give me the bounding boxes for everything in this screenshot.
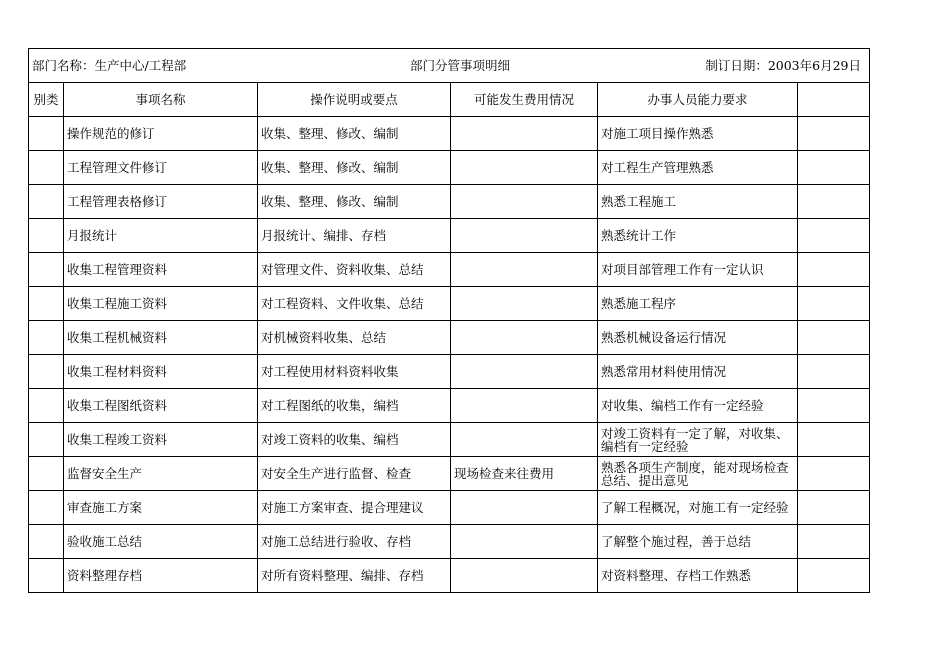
cell-category[interactable] — [29, 321, 64, 355]
cell-extra[interactable] — [798, 185, 870, 219]
cell-item-name[interactable]: 验收施工总结 — [64, 525, 258, 559]
table-row — [29, 287, 870, 321]
cell-category[interactable] — [29, 457, 64, 491]
cell-extra[interactable] — [798, 151, 870, 185]
cell-cost[interactable] — [451, 287, 598, 321]
table-row — [29, 321, 870, 355]
table-row — [29, 457, 870, 491]
cell-ability[interactable]: 熟悉统计工作 — [598, 219, 798, 253]
table-row — [29, 389, 870, 423]
cell-ability[interactable]: 对竣工资料有一定了解，对收集、编档有一定经验 — [598, 423, 798, 457]
cell-ability[interactable]: 了解整个施过程，善于总结 — [598, 525, 798, 559]
cell-item-name[interactable]: 收集工程图纸资料 — [64, 389, 258, 423]
cell-description[interactable]: 收集、整理、修改、编制 — [258, 151, 451, 185]
column-header-item[interactable]: 事项名称 — [64, 83, 258, 117]
cell-extra[interactable] — [798, 491, 870, 525]
cell-description[interactable]: 对工程图纸的收集，编档 — [258, 389, 451, 423]
cell-cost[interactable] — [451, 117, 598, 151]
cell-item-name[interactable]: 收集工程施工资料 — [64, 287, 258, 321]
cell-extra[interactable] — [798, 219, 870, 253]
cell-category[interactable] — [29, 423, 64, 457]
table-row — [29, 525, 870, 559]
cell-cost[interactable] — [451, 321, 598, 355]
cell-ability[interactable]: 对施工项目操作熟悉 — [598, 117, 798, 151]
cell-cost[interactable] — [451, 355, 598, 389]
cell-extra[interactable] — [798, 559, 870, 593]
cell-extra[interactable] — [798, 423, 870, 457]
cell-extra[interactable] — [798, 457, 870, 491]
cell-extra[interactable] — [798, 389, 870, 423]
revision-date: 制订日期：2003年6月29日 — [705, 58, 861, 73]
cell-cost[interactable] — [451, 253, 598, 287]
cell-ability[interactable]: 熟悉各项生产制度，能对现场检查总结、提出意见 — [598, 457, 798, 491]
cell-category[interactable] — [29, 185, 64, 219]
cell-ability[interactable]: 对项目部管理工作有一定认识 — [598, 253, 798, 287]
cell-cost[interactable] — [451, 491, 598, 525]
cell-description[interactable]: 对管理文件、资料收集、总结 — [258, 253, 451, 287]
cell-category[interactable] — [29, 151, 64, 185]
table-row — [29, 219, 870, 253]
table-row — [29, 355, 870, 389]
column-header-category[interactable]: 别类 — [29, 83, 64, 117]
table-row — [29, 117, 870, 151]
cell-ability[interactable]: 熟悉常用材料使用情况 — [598, 355, 798, 389]
cell-cost[interactable]: 现场检查来往费用 — [451, 457, 598, 491]
cell-category[interactable] — [29, 117, 64, 151]
cell-extra[interactable] — [798, 321, 870, 355]
table-row — [29, 185, 870, 219]
cell-category[interactable] — [29, 559, 64, 593]
cell-extra[interactable] — [798, 117, 870, 151]
cell-ability[interactable]: 了解工程概况，对施工有一定经验 — [598, 491, 798, 525]
cell-item-name[interactable]: 收集工程机械资料 — [64, 321, 258, 355]
sheet-header-row — [29, 49, 870, 83]
cell-ability[interactable]: 熟悉机械设备运行情况 — [598, 321, 798, 355]
cell-category[interactable] — [29, 355, 64, 389]
cell-item-name[interactable]: 收集工程竣工资料 — [64, 423, 258, 457]
column-header-extra[interactable] — [798, 83, 870, 117]
cell-ability[interactable]: 对收集、编档工作有一定经验 — [598, 389, 798, 423]
cell-description[interactable]: 对工程使用材料资料收集 — [258, 355, 451, 389]
cell-ability[interactable]: 对工程生产管理熟悉 — [598, 151, 798, 185]
cell-item-name[interactable]: 收集工程材料资料 — [64, 355, 258, 389]
cell-item-name[interactable]: 监督安全生产 — [64, 457, 258, 491]
cell-category[interactable] — [29, 219, 64, 253]
spreadsheet — [28, 48, 870, 593]
cell-item-name[interactable]: 收集工程管理资料 — [64, 253, 258, 287]
column-header-ability[interactable]: 办事人员能力要求 — [598, 83, 798, 117]
sheet-title: 部门分管事项明细 — [410, 58, 511, 73]
cell-description[interactable]: 对机械资料收集、总结 — [258, 321, 451, 355]
table-row — [29, 491, 870, 525]
cell-extra[interactable] — [798, 355, 870, 389]
cell-description[interactable]: 收集、整理、修改、编制 — [258, 117, 451, 151]
table-row — [29, 559, 870, 593]
cell-category[interactable] — [29, 491, 64, 525]
matters-table — [28, 48, 870, 593]
cell-description[interactable]: 收集、整理、修改、编制 — [258, 185, 451, 219]
cell-item-name[interactable]: 月报统计 — [64, 219, 258, 253]
cell-category[interactable] — [29, 389, 64, 423]
cell-extra[interactable] — [798, 287, 870, 321]
cell-category[interactable] — [29, 253, 64, 287]
column-header-row — [29, 83, 870, 117]
cell-cost[interactable] — [451, 389, 598, 423]
cell-cost[interactable] — [451, 525, 598, 559]
cell-description[interactable]: 对工程资料、文件收集、总结 — [258, 287, 451, 321]
cell-cost[interactable] — [451, 151, 598, 185]
cell-item-name[interactable]: 审查施工方案 — [64, 491, 258, 525]
cell-description[interactable]: 对安全生产进行监督、检查 — [258, 457, 451, 491]
sheet-header-cell[interactable] — [29, 49, 870, 83]
cell-extra[interactable] — [798, 525, 870, 559]
cell-item-name[interactable]: 操作规范的修订 — [64, 117, 258, 151]
cell-description[interactable]: 对所有资料整理、编排、存档 — [258, 559, 451, 593]
cell-ability[interactable]: 对资料整理、存档工作熟悉 — [598, 559, 798, 593]
column-header-description[interactable]: 操作说明或要点 — [258, 83, 451, 117]
cell-description[interactable]: 对竣工资料的收集、编档 — [258, 423, 451, 457]
table-row — [29, 253, 870, 287]
cell-cost[interactable] — [451, 185, 598, 219]
cell-item-name[interactable]: 工程管理文件修订 — [64, 151, 258, 185]
cell-category[interactable] — [29, 525, 64, 559]
cell-item-name[interactable]: 资料整理存档 — [64, 559, 258, 593]
cell-description[interactable]: 对施工方案审查、提合理建议 — [258, 491, 451, 525]
column-header-cost[interactable]: 可能发生费用情况 — [451, 83, 598, 117]
cell-extra[interactable] — [798, 253, 870, 287]
department-name: 部门名称：生产中心/工程部 — [32, 58, 187, 73]
cell-cost[interactable] — [451, 559, 598, 593]
cell-ability[interactable]: 熟悉工程施工 — [598, 185, 798, 219]
table-row — [29, 151, 870, 185]
cell-cost[interactable] — [451, 219, 598, 253]
table-row — [29, 423, 870, 457]
cell-description[interactable]: 对施工总结进行验收、存档 — [258, 525, 451, 559]
cell-item-name[interactable]: 工程管理表格修订 — [64, 185, 258, 219]
cell-ability[interactable]: 熟悉施工程序 — [598, 287, 798, 321]
cell-cost[interactable] — [451, 423, 598, 457]
cell-category[interactable] — [29, 287, 64, 321]
cell-description[interactable]: 月报统计、编排、存档 — [258, 219, 451, 253]
